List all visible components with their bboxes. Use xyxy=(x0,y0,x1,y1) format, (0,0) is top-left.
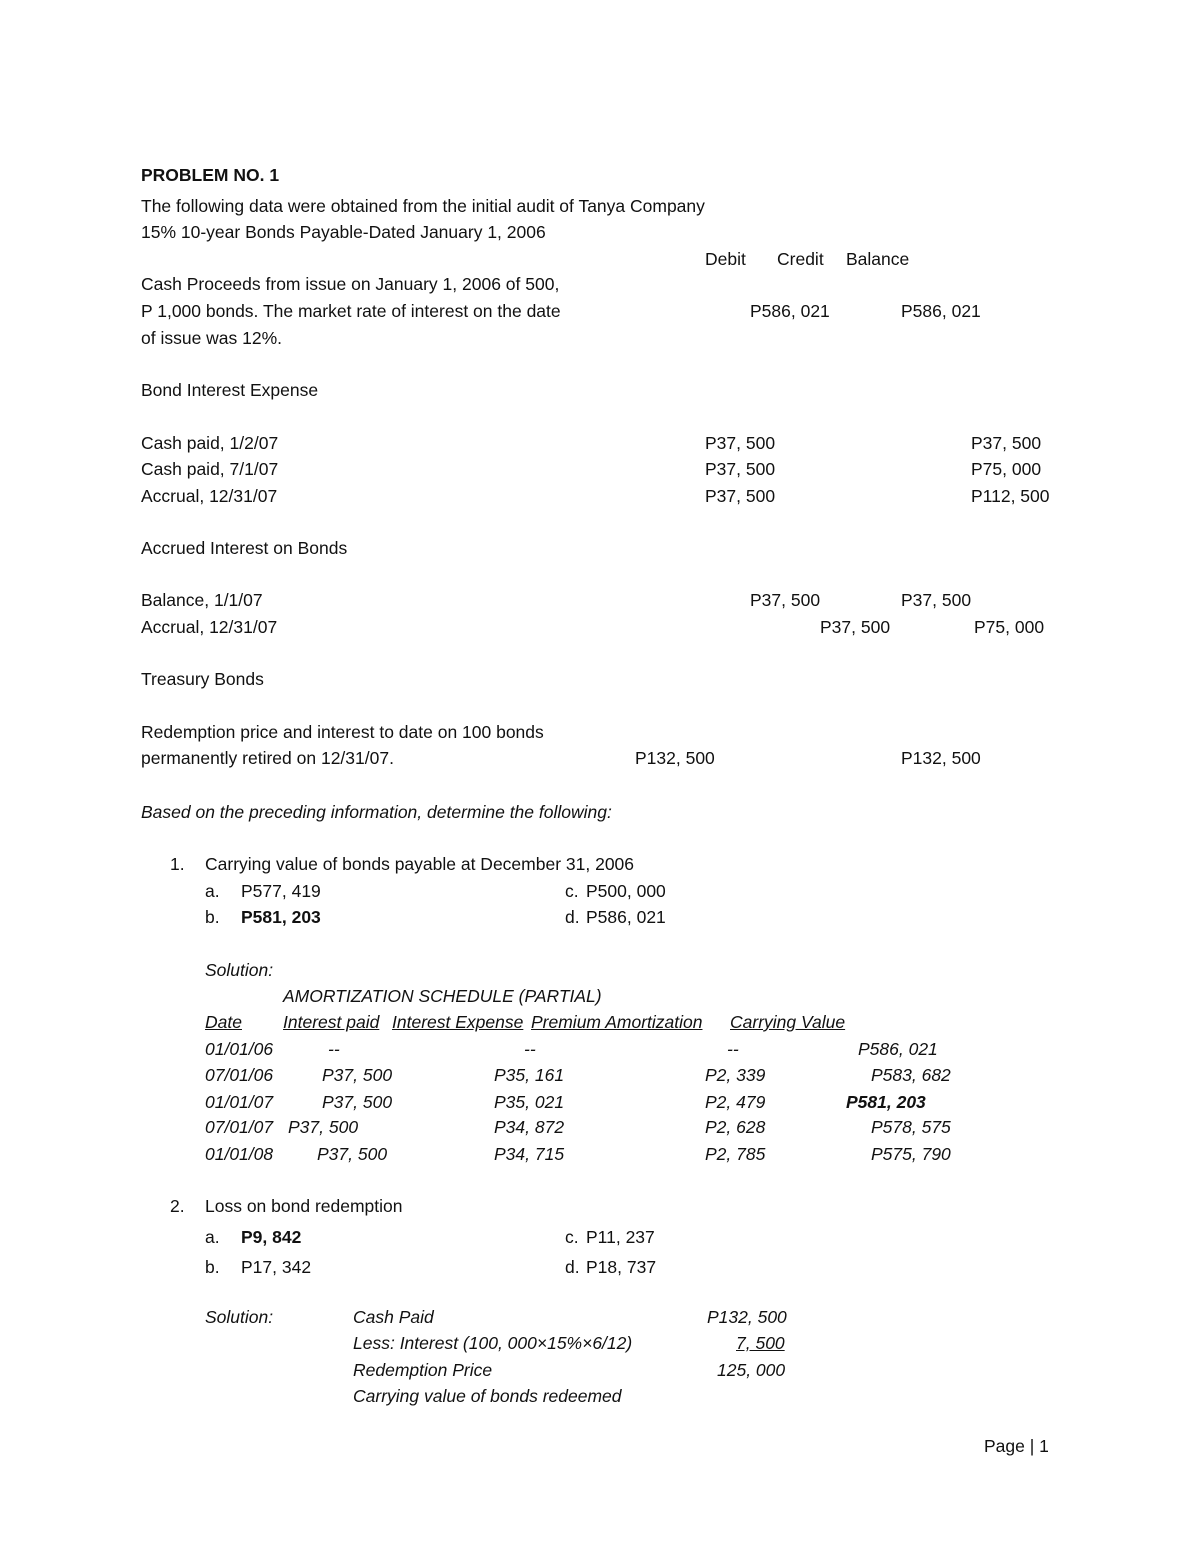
ai-row-2-amount: P37, 500 xyxy=(820,617,891,637)
bie-row-3-label: Accrual, 12/31/07 xyxy=(141,486,278,506)
q2-solution-row-4-label: Carrying value of bonds redeemed xyxy=(353,1386,622,1406)
bonds-payable-line-1: Cash Proceeds from issue on January 1, 2006 of 500, xyxy=(141,274,560,294)
schedule-row-4-carrying: P578, 575 xyxy=(871,1117,951,1137)
intro-line-1: The following data were obtained from the initial audit of Tanya Company xyxy=(141,196,705,216)
q2-solution-row-3-value: 125, 000 xyxy=(717,1360,786,1380)
treasury-line-2: permanently retired on 12/31/07. xyxy=(141,748,394,768)
bonds-payable-balance: P586, 021 xyxy=(901,301,981,321)
q2-choice-c-value: P11, 237 xyxy=(586,1227,655,1247)
bonds-payable-line-2: P 1,000 bonds. The market rate of interest on the date xyxy=(141,301,561,321)
q1-choice-a-letter: a. xyxy=(205,881,220,901)
schedule-row-1-interest-expense: -- xyxy=(524,1039,536,1059)
schedule-header-date: Date xyxy=(205,1012,242,1032)
schedule-row-1-date: 01/01/06 xyxy=(205,1039,274,1059)
schedule-row-3-interest-paid: P37, 500 xyxy=(322,1092,393,1112)
q1-choice-a-value: P577, 419 xyxy=(241,881,321,901)
q1-choice-d-value: P586, 021 xyxy=(586,907,666,927)
q2-solution-label: Solution: xyxy=(205,1307,274,1327)
schedule-row-5-premium: P2, 785 xyxy=(705,1144,766,1164)
schedule-row-3-carrying: P581, 203 xyxy=(846,1092,926,1112)
schedule-row-3-interest-expense: P35, 021 xyxy=(494,1092,565,1112)
problem-title: PROBLEM NO. 1 xyxy=(141,165,280,185)
schedule-row-3-premium: P2, 479 xyxy=(705,1092,766,1112)
schedule-row-2-date: 07/01/06 xyxy=(205,1065,274,1085)
schedule-header-interest-paid: Interest paid xyxy=(283,1012,380,1032)
q2-choice-a-letter: a. xyxy=(205,1227,220,1247)
bie-row-2-label: Cash paid, 7/1/07 xyxy=(141,459,279,479)
ai-row-1-label: Balance, 1/1/07 xyxy=(141,590,263,610)
bie-row-2-debit: P37, 500 xyxy=(705,459,776,479)
ai-row-2-label: Accrual, 12/31/07 xyxy=(141,617,278,637)
q2-solution-row-2-label: Less: Interest (100, 000×15%×6/12) xyxy=(353,1333,633,1353)
treasury-bonds-heading: Treasury Bonds xyxy=(141,669,264,689)
column-header-debit: Debit xyxy=(705,249,746,269)
q1-text: Carrying value of bonds payable at December 31, 2006 xyxy=(205,854,635,874)
instruction-text: Based on the preceding information, determine the following: xyxy=(141,802,612,822)
bond-interest-expense-heading: Bond Interest Expense xyxy=(141,380,319,400)
q2-choice-d-value: P18, 737 xyxy=(586,1257,657,1277)
bie-row-1-balance: P37, 500 xyxy=(971,433,1042,453)
ai-row-2-balance: P75, 000 xyxy=(974,617,1045,637)
schedule-row-2-carrying: P583, 682 xyxy=(871,1065,951,1085)
page-number: Page | 1 xyxy=(984,1436,1049,1456)
schedule-row-1-carrying: P586, 021 xyxy=(858,1039,938,1059)
bonds-payable-line-3: of issue was 12%. xyxy=(141,328,283,348)
q2-solution-row-1-label: Cash Paid xyxy=(353,1307,434,1327)
q2-solution-row-1-value: P132, 500 xyxy=(707,1307,787,1327)
q1-choice-d-letter: d. xyxy=(565,907,580,927)
q1-choice-b-letter: b. xyxy=(205,907,220,927)
schedule-row-3-date: 01/01/07 xyxy=(205,1092,274,1112)
schedule-row-5-interest-paid: P37, 500 xyxy=(317,1144,388,1164)
q1-number: 1. xyxy=(170,854,185,874)
intro-line-2: 15% 10-year Bonds Payable-Dated January 1, 2006 xyxy=(141,222,546,242)
schedule-row-5-carrying: P575, 790 xyxy=(871,1144,951,1164)
bonds-payable-credit: P586, 021 xyxy=(750,301,830,321)
q2-choice-d-letter: d. xyxy=(565,1257,580,1277)
schedule-header-interest-expense: Interest Expense xyxy=(392,1012,524,1032)
schedule-row-5-interest-expense: P34, 715 xyxy=(494,1144,565,1164)
q1-choice-c-letter: c. xyxy=(565,881,579,901)
schedule-row-4-interest-paid: P37, 500 xyxy=(288,1117,359,1137)
q2-solution-row-2-value: 7, 500 xyxy=(736,1333,785,1353)
column-header-balance: Balance xyxy=(846,249,910,269)
q1-choice-c-value: P500, 000 xyxy=(586,881,666,901)
q2-text: Loss on bond redemption xyxy=(205,1196,403,1216)
schedule-row-1-interest-paid: -- xyxy=(328,1039,340,1059)
schedule-header-carrying-value: Carrying Value xyxy=(730,1012,846,1032)
q2-solution-row-3-label: Redemption Price xyxy=(353,1360,493,1380)
column-header-credit: Credit xyxy=(777,249,824,269)
treasury-balance: P132, 500 xyxy=(901,748,981,768)
schedule-header-premium-amortization: Premium Amortization xyxy=(531,1012,703,1032)
ai-row-1-balance: P37, 500 xyxy=(901,590,972,610)
schedule-row-4-premium: P2, 628 xyxy=(705,1117,766,1137)
bie-row-1-debit: P37, 500 xyxy=(705,433,776,453)
bie-row-3-balance: P112, 500 xyxy=(971,486,1050,506)
q1-solution-label: Solution: xyxy=(205,960,274,980)
schedule-row-2-premium: P2, 339 xyxy=(705,1065,766,1085)
ai-row-1-amount: P37, 500 xyxy=(750,590,821,610)
schedule-row-4-date: 07/01/07 xyxy=(205,1117,274,1137)
bie-row-2-balance: P75, 000 xyxy=(971,459,1042,479)
treasury-debit: P132, 500 xyxy=(635,748,715,768)
q2-choice-c-letter: c. xyxy=(565,1227,579,1247)
q1-choice-b-value: P581, 203 xyxy=(241,907,321,927)
bie-row-3-debit: P37, 500 xyxy=(705,486,776,506)
bie-row-1-label: Cash paid, 1/2/07 xyxy=(141,433,279,453)
schedule-row-2-interest-expense: P35, 161 xyxy=(494,1065,565,1085)
accrued-interest-heading: Accrued Interest on Bonds xyxy=(141,538,348,558)
q2-choice-b-value: P17, 342 xyxy=(241,1257,312,1277)
schedule-row-4-interest-expense: P34, 872 xyxy=(494,1117,565,1137)
schedule-row-2-interest-paid: P37, 500 xyxy=(322,1065,393,1085)
schedule-row-5-date: 01/01/08 xyxy=(205,1144,274,1164)
q2-choice-a-value: P9, 842 xyxy=(241,1227,302,1247)
q2-number: 2. xyxy=(170,1196,185,1216)
schedule-row-1-premium: -- xyxy=(727,1039,739,1059)
q2-choice-b-letter: b. xyxy=(205,1257,220,1277)
treasury-line-1: Redemption price and interest to date on 100 bonds xyxy=(141,722,544,742)
schedule-title: AMORTIZATION SCHEDULE (PARTIAL) xyxy=(283,986,602,1006)
